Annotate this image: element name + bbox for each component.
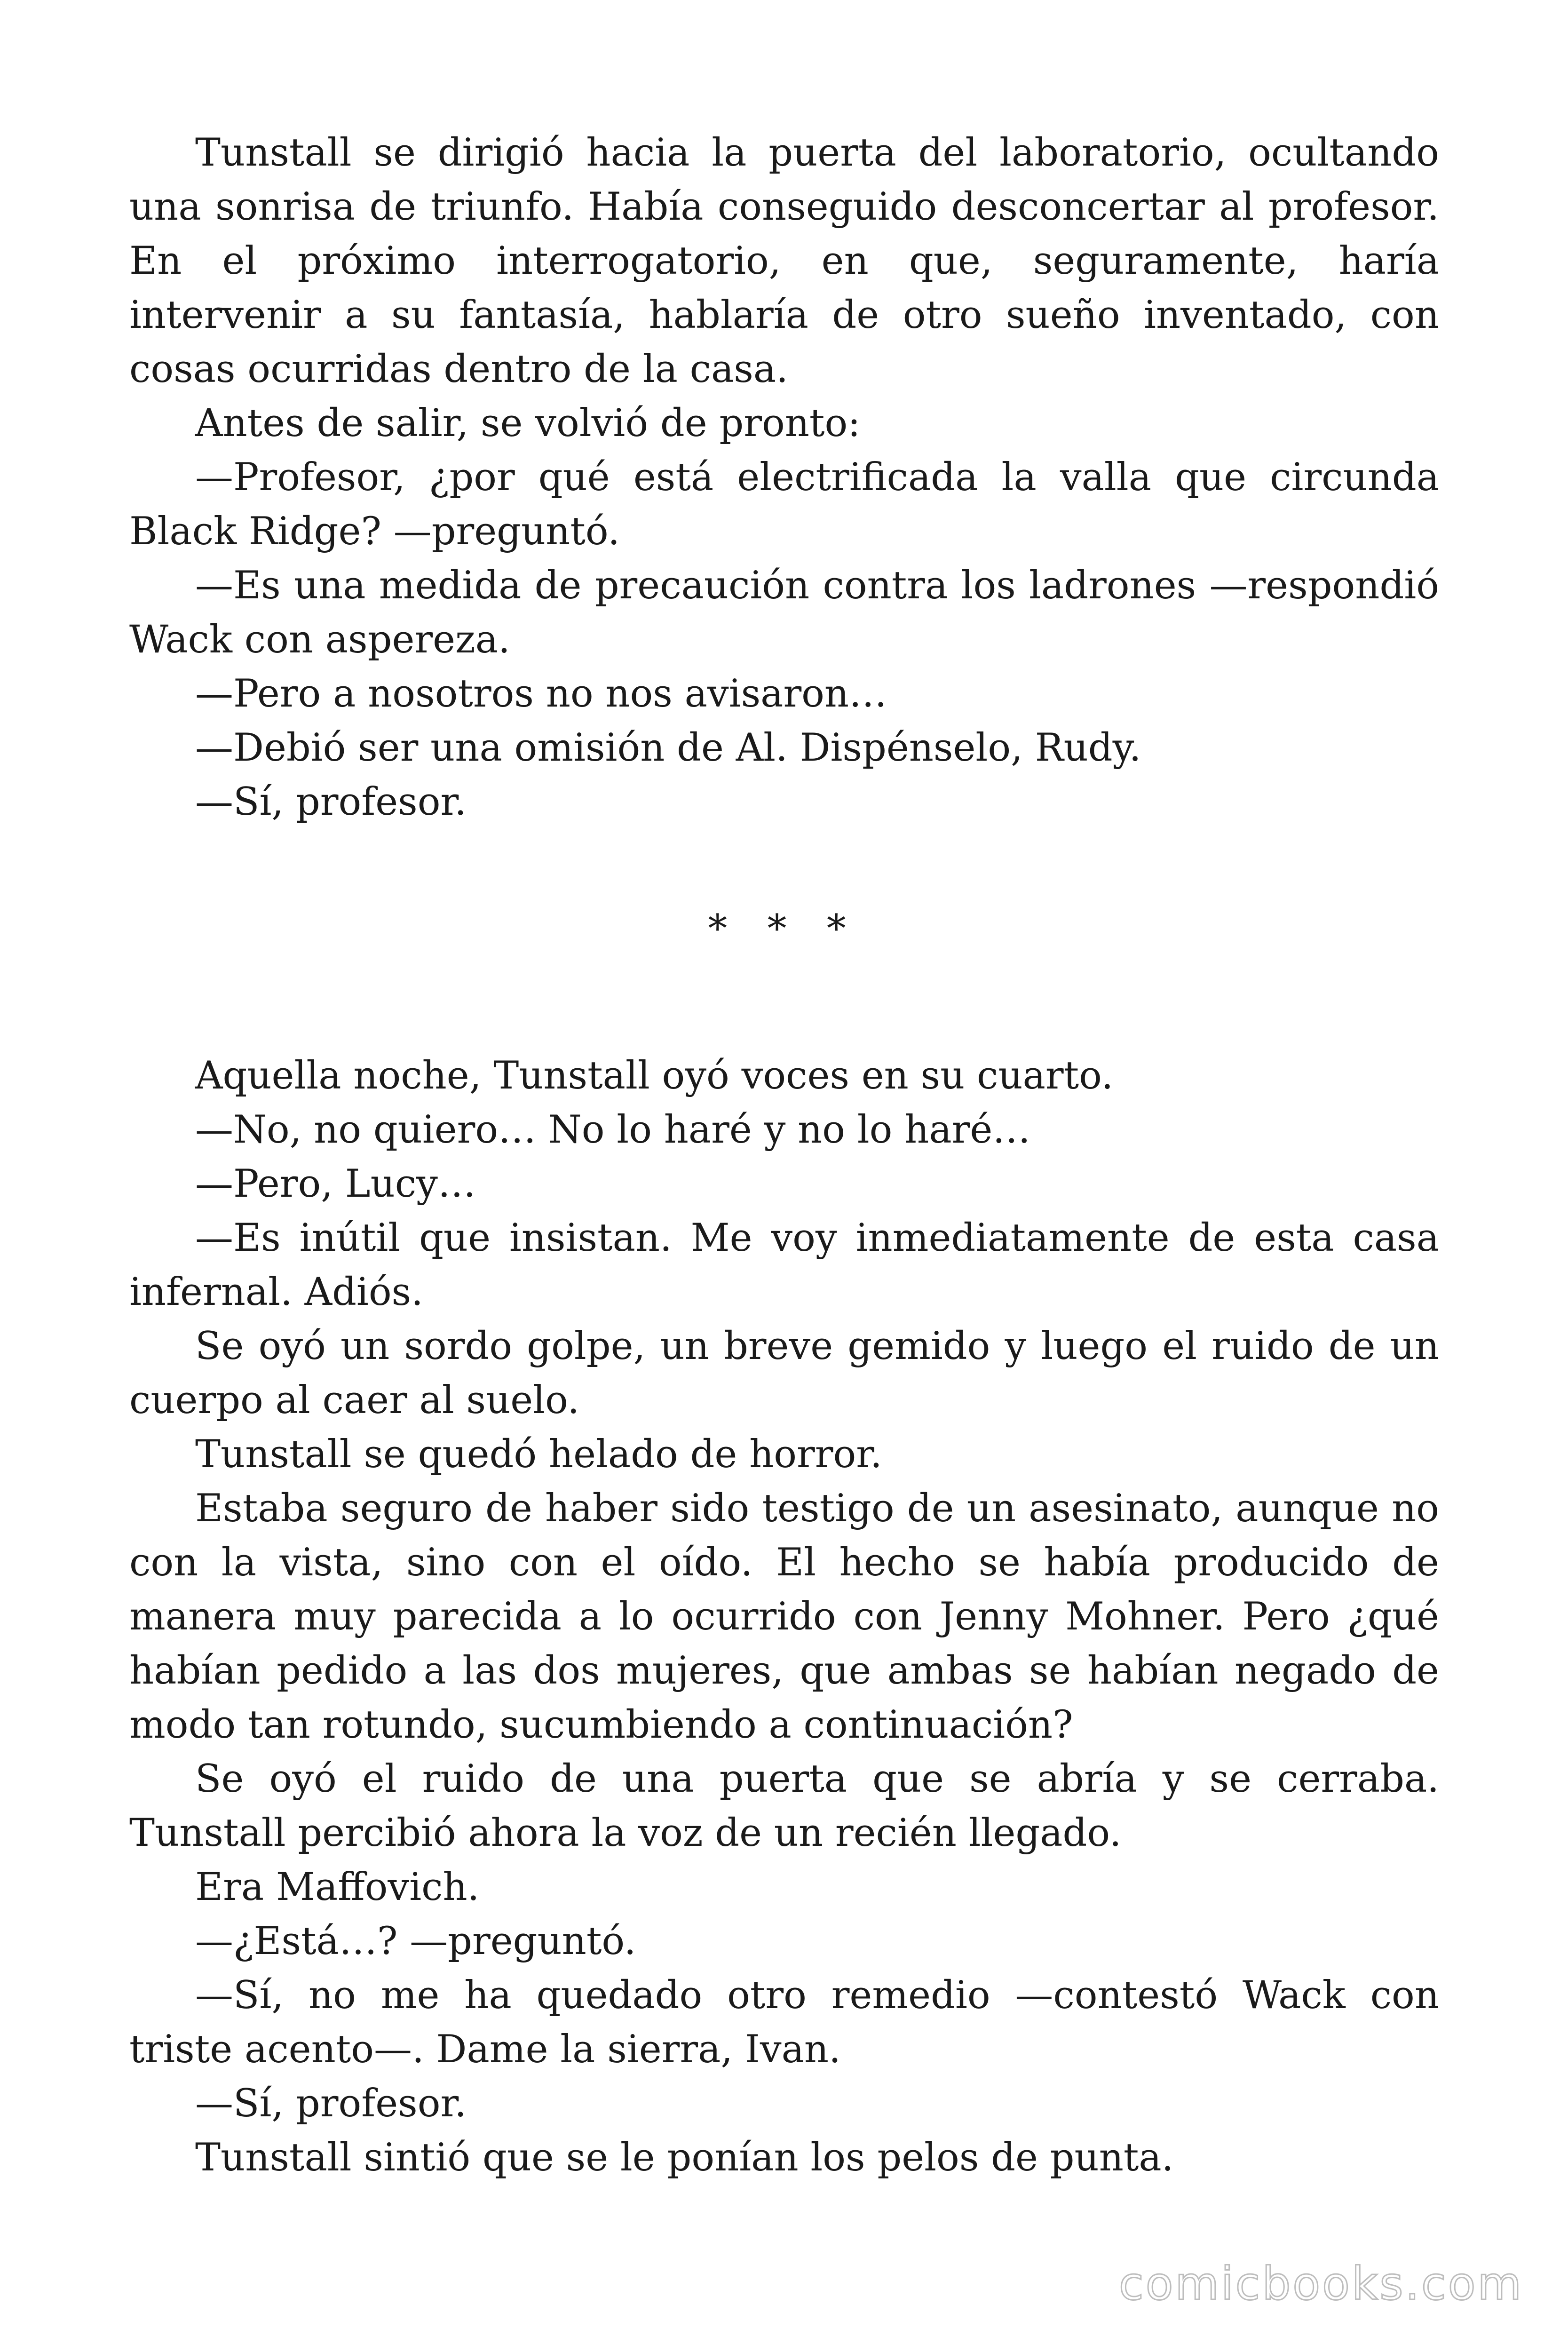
paragraph: —Debió ser una omisión de Al. Dispénselo, Rudy. bbox=[195, 726, 1141, 770]
paragraph: —Sí, profesor. bbox=[195, 780, 467, 824]
paragraph: —¿Está…? —preguntó. bbox=[195, 1919, 636, 1963]
paragraph: Tunstall se dirigió hacia la puerta del laboratorio, ocultando una sonrisa de triunfo. Había conseguido desconcertar al profesor. En el próximo interrogatorio, en que, seguramente, haría intervenir a su fantasía, hablaría de otro sueño inventado, con cosas ocurridas dentro de la casa. bbox=[129, 131, 1439, 391]
paragraph: Antes de salir, se volvió de pronto: bbox=[195, 401, 861, 445]
paragraph: —Pero a nosotros no nos avisaron… bbox=[195, 672, 887, 716]
paragraph: —Es inútil que insistan. Me voy inmediatamente de esta casa infernal. Adiós. bbox=[129, 1216, 1439, 1314]
paragraph: Tunstall sintió que se le ponían los pelos de punta. bbox=[195, 2136, 1174, 2180]
section-separator: * * * bbox=[708, 907, 860, 951]
paragraph: Era Maffovich. bbox=[195, 1865, 480, 1909]
paragraph: —Profesor, ¿por qué está electrificada la valla que circunda Black Ridge? —preguntó. bbox=[129, 455, 1439, 554]
watermark: comicbooks.com bbox=[1118, 2257, 1523, 2310]
paragraph: —Sí, profesor. bbox=[195, 2082, 467, 2126]
paragraph: —No, no quiero… No lo haré y no lo haré… bbox=[195, 1108, 1031, 1152]
paragraph: Aquella noche, Tunstall oyó voces en su cuarto. bbox=[195, 1054, 1114, 1098]
paragraph: Se oyó un sordo golpe, un breve gemido y luego el ruido de un cuerpo al caer al suelo. bbox=[129, 1324, 1439, 1422]
paragraph: —Sí, no me ha quedado otro remedio —contestó Wack con triste acento—. Dame la sierra, Ivan. bbox=[129, 1973, 1439, 2072]
paragraph: Tunstall se quedó helado de horror. bbox=[195, 1432, 882, 1477]
paragraph: —Pero, Lucy… bbox=[195, 1162, 476, 1206]
text-section-2 bbox=[129, 1049, 1439, 2185]
paragraph: —Es una medida de precaución contra los ladrones —respondió Wack con aspereza. bbox=[129, 564, 1439, 662]
paragraph: Estaba seguro de haber sido testigo de un asesinato, aunque no con la vista, sino con el oído. El hecho se había producido de manera muy parecida a lo ocurrido con Jenny Mohner. Pero ¿qué habían pedido a las dos mujeres, que ambas se habían negado de modo tan rotundo, sucumbiendo a continuación? bbox=[129, 1486, 1439, 1747]
text-section-1 bbox=[129, 126, 1439, 829]
paragraph: Se oyó el ruido de una puerta que se abría y se cerraba. Tunstall percibió ahora la voz de un recién llegado. bbox=[129, 1757, 1439, 1855]
